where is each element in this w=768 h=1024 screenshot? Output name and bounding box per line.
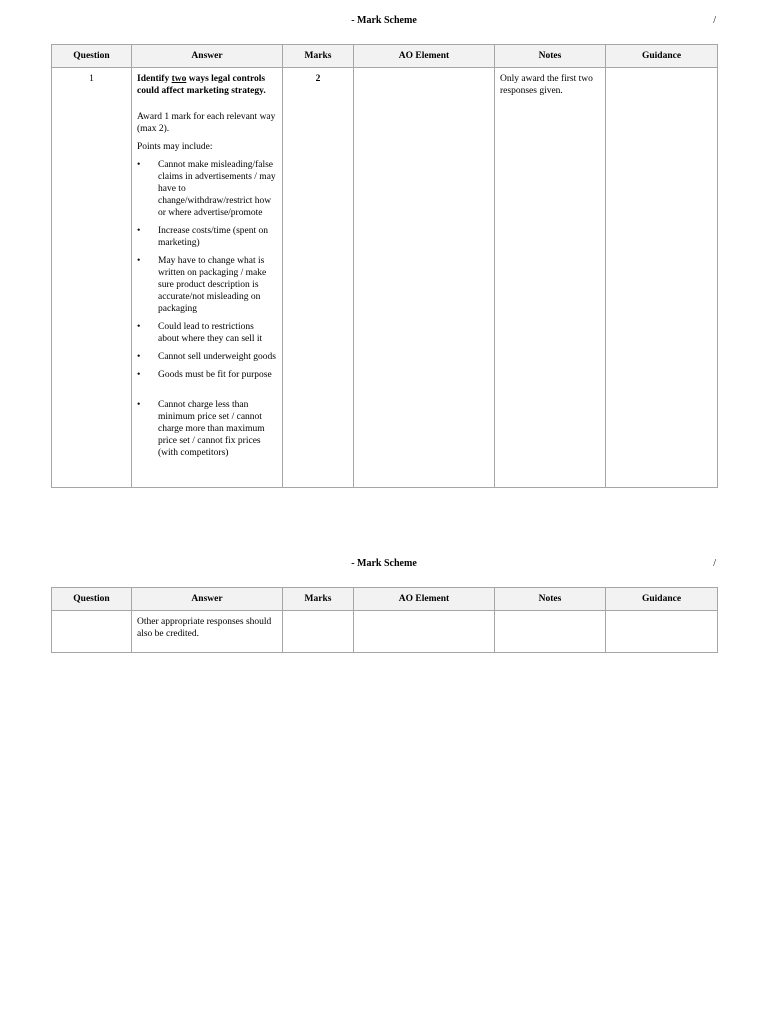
column-header-notes: Notes bbox=[495, 45, 606, 68]
ao-element-cell bbox=[354, 611, 495, 653]
page-header bbox=[0, 558, 768, 572]
bullet: • bbox=[137, 226, 141, 236]
list-item bbox=[137, 159, 277, 219]
column-header-answer: Answer bbox=[132, 45, 283, 68]
page-number: / bbox=[713, 15, 716, 26]
point-text: Cannot make misleading/false claims in advertisements / may have to change/withdraw/restrict how or where advertise/promote bbox=[158, 160, 276, 218]
page-title: - Mark Scheme bbox=[351, 558, 417, 569]
list-item bbox=[137, 255, 277, 315]
answer-heading-text: Identify bbox=[137, 74, 172, 84]
point-text: Goods must be fit for purpose bbox=[158, 370, 272, 380]
notes-cell: Only award the first two responses given. bbox=[495, 68, 606, 488]
bullet: • bbox=[137, 160, 141, 170]
answer-heading bbox=[137, 73, 277, 97]
list-item bbox=[137, 321, 277, 345]
page-header bbox=[0, 15, 768, 29]
column-header-guidance: Guidance bbox=[606, 45, 718, 68]
point-text: Could lead to restrictions about where they can sell it bbox=[158, 322, 263, 344]
bullet: • bbox=[137, 370, 141, 380]
list-item bbox=[137, 369, 277, 381]
mark-scheme-table bbox=[51, 44, 718, 488]
bullet: • bbox=[137, 322, 141, 332]
bullet: • bbox=[137, 256, 141, 266]
table-header-row bbox=[52, 588, 718, 611]
list-item bbox=[137, 399, 277, 459]
point-text: Cannot sell underweight goods bbox=[158, 352, 276, 362]
answer-intro: Award 1 mark for each relevant way (max 2). bbox=[137, 112, 276, 134]
page-title: - Mark Scheme bbox=[351, 15, 417, 26]
guidance-cell bbox=[606, 68, 718, 488]
column-header-ao-element: AO Element bbox=[354, 45, 495, 68]
page-number: / bbox=[713, 558, 716, 569]
column-header-notes: Notes bbox=[495, 588, 606, 611]
points-list bbox=[137, 159, 277, 459]
column-header-marks: Marks bbox=[283, 45, 354, 68]
bullet: • bbox=[137, 352, 141, 362]
list-item bbox=[137, 225, 277, 249]
marks-cell: 2 bbox=[283, 68, 354, 488]
points-label: Points may include: bbox=[137, 142, 213, 152]
column-header-ao-element: AO Element bbox=[354, 588, 495, 611]
bullet: • bbox=[137, 400, 141, 410]
answer-heading-text-end: ways legal controls could affect marketing strategy. bbox=[137, 74, 266, 96]
point-text: Cannot charge less than minimum price set / cannot charge more than maximum price set / cannot fix prices (with competitors) bbox=[158, 400, 265, 458]
column-header-guidance: Guidance bbox=[606, 588, 718, 611]
table-row bbox=[52, 611, 718, 653]
marks-cell bbox=[283, 611, 354, 653]
point-text: May have to change what is written on packaging / make sure product description is accurate/not misleading on packaging bbox=[158, 256, 267, 314]
table-row bbox=[52, 68, 718, 488]
question-number-cell bbox=[52, 611, 132, 653]
mark-scheme-table bbox=[51, 587, 718, 653]
point-text: Increase costs/time (spent on marketing) bbox=[158, 226, 269, 248]
column-header-marks: Marks bbox=[283, 588, 354, 611]
notes-cell bbox=[495, 611, 606, 653]
question-number-cell: 1 bbox=[52, 68, 132, 488]
column-header-question: Question bbox=[52, 45, 132, 68]
answer-cell: Other appropriate responses should also be credited. bbox=[132, 611, 283, 653]
ao-element-cell bbox=[354, 68, 495, 488]
table-header-row bbox=[52, 45, 718, 68]
column-header-answer: Answer bbox=[132, 588, 283, 611]
answer-cell bbox=[132, 68, 283, 488]
answer-heading-underlined: two bbox=[171, 74, 187, 84]
guidance-cell bbox=[606, 611, 718, 653]
column-header-question: Question bbox=[52, 588, 132, 611]
list-item bbox=[137, 351, 277, 363]
